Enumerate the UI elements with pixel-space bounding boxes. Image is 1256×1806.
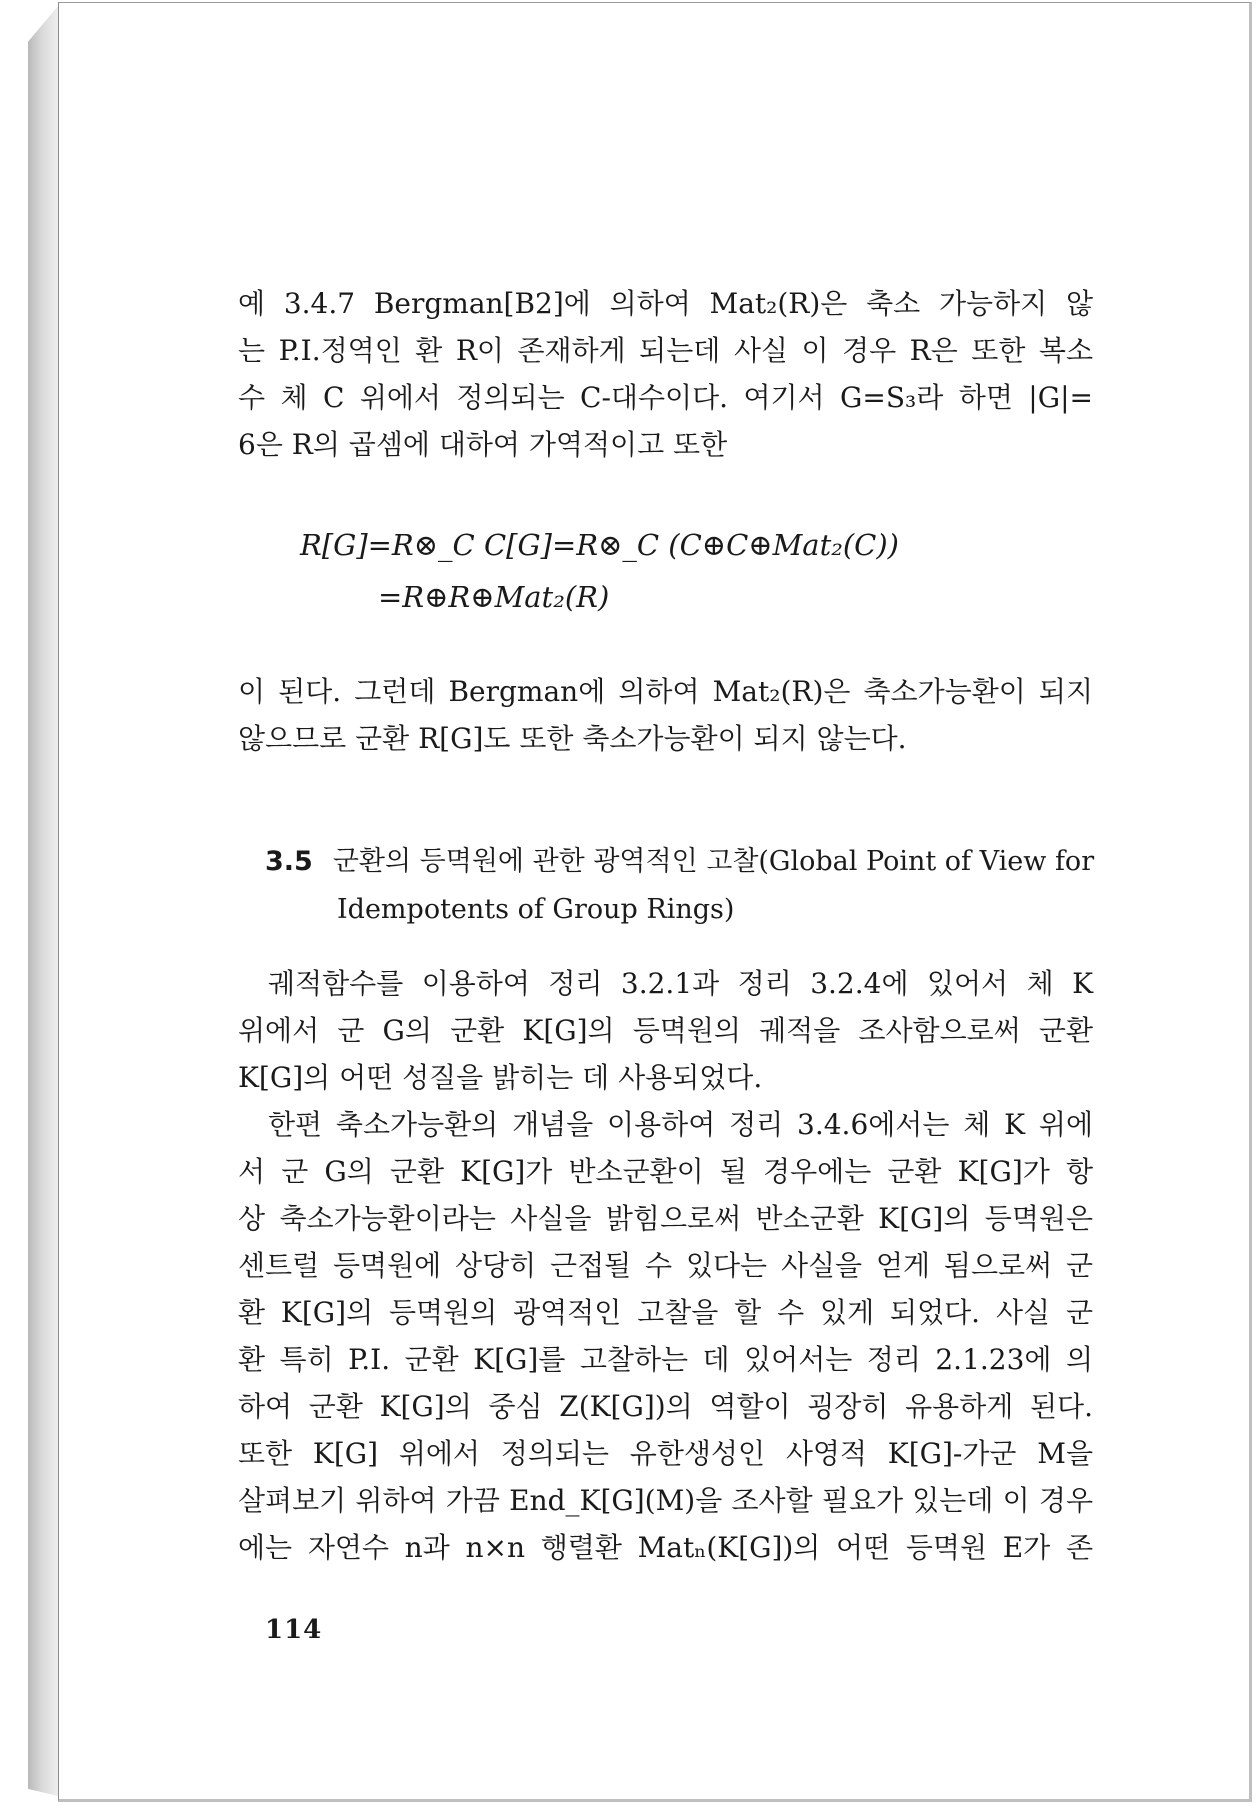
text-line: 이 된다. 그런데 Bergman에 의하여 Mat₂(R)은 축소가능환이 되지 [238, 675, 1093, 708]
text-line: 센트럴 등멱원에 상당히 근접될 수 있다는 사실을 얻게 됨으로써 군 [238, 1249, 1093, 1282]
text-line: 예 3.4.7 Bergman[B2]에 의하여 Mat₂(R)은 축소 가능하지 않 [238, 287, 1093, 320]
section-title-line1: 군환의 등멱원에 관한 광역적인 고찰(Global Point of View for [332, 846, 1095, 877]
text-line: 살펴보기 위하여 가끔 End_K[G](M)을 조사할 필요가 있는데 이 경우 [238, 1484, 1093, 1517]
text-line: 환 K[G]의 등멱원의 광역적인 고찰을 할 수 있게 되었다. 사실 군 [238, 1296, 1093, 1329]
text-line: 상 축소가능환이라는 사실을 밝힘으로써 반소군환 K[G]의 등멱원은 [238, 1202, 1093, 1235]
text-line: 위에서 군 G의 군환 K[G]의 등멱원의 궤적을 조사함으로써 군환 [238, 1014, 1093, 1047]
text-line: 않으므로 군환 R[G]도 또한 축소가능환이 되지 않는다. [238, 722, 907, 755]
text-line: 궤적함수를 이용하여 정리 3.2.1과 정리 3.2.4에 있어서 체 K [268, 967, 1093, 1000]
text-line: 수 체 C 위에서 정의되는 C-대수이다. 여기서 G=S₃라 하면 |G|= [238, 381, 1094, 414]
page-number: 114 [265, 1615, 323, 1645]
body-paragraph-1 [238, 960, 1093, 1101]
text-line: 환 특히 P.I. 군환 K[G]를 고찰하는 데 있어서는 정리 2.1.23에 의 [238, 1343, 1093, 1376]
example-paragraph [238, 280, 1093, 468]
equation-line-1: R[G]=R⊗_C C[G]=R⊗_C (C⊕C⊕Mat₂(C)) [300, 528, 899, 562]
equation-line-2: =R⊕R⊕Mat₂(R) [378, 580, 610, 614]
text-line: 에는 자연수 n과 n×n 행렬환 Matₙ(K[G])의 어떤 등멱원 E가 존 [238, 1531, 1093, 1564]
body-paragraph-2 [238, 1101, 1093, 1571]
text-line: 는 P.I.정역인 환 R이 존재하게 되는데 사실 이 경우 R은 또한 복소 [238, 334, 1093, 367]
section-number: 3.5 [265, 846, 313, 877]
text-line: 서 군 G의 군환 K[G]가 반소군환이 될 경우에는 군환 K[G]가 항 [238, 1155, 1093, 1188]
text-line: 한편 축소가능환의 개념을 이용하여 정리 3.4.6에서는 체 K 위에 [268, 1108, 1093, 1141]
example-conclusion [238, 668, 1093, 762]
text-line: K[G]의 어떤 성질을 밝히는 데 사용되었다. [238, 1061, 763, 1094]
section-title-line2: Idempotents of Group Rings) [337, 894, 735, 925]
section-heading [265, 838, 1095, 934]
text-line: 6은 R의 곱셈에 대하여 가역적이고 또한 [238, 428, 728, 461]
text-line: 또한 K[G] 위에서 정의되는 유한생성인 사영적 K[G]-가군 M을 [238, 1437, 1093, 1470]
book-page-edge [28, 6, 58, 1796]
text-line: 하여 군환 K[G]의 중심 Z(K[G])의 역할이 굉장히 유용하게 된다. [238, 1390, 1093, 1423]
